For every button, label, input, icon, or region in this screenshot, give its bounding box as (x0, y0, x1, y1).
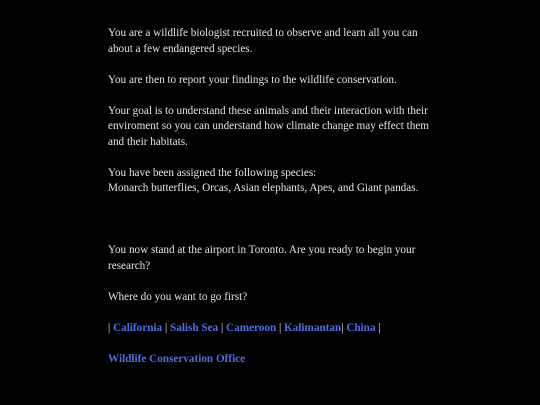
intro-line-1: You are a wildlife biologist recruited to observe and learn all you can (108, 27, 418, 39)
california-link[interactable]: California (113, 321, 163, 334)
intro-line-2: about a few endangered species. (108, 42, 253, 55)
kalimantan-link[interactable]: Kalimantan (284, 321, 342, 334)
separator: | (375, 321, 381, 334)
assigned-line-1: You have been assigned the following species: (108, 166, 317, 179)
separator: | (341, 321, 347, 334)
goal-line-1: Your goal is to understand these animals and their interaction with their (108, 104, 428, 117)
species-list: Monarch butterflies, Orcas, Asian elephants, Apes, and Giant pandas. (108, 182, 419, 194)
goal-line-2: enviroment so you can understand how climate change may effect them (108, 120, 430, 132)
separator: | (276, 321, 285, 334)
china-link[interactable]: China (346, 321, 376, 334)
assigned-paragraph (108, 166, 448, 197)
question-text: Where do you want to go first? (108, 290, 248, 303)
spacer (108, 212, 448, 243)
salish-sea-link[interactable]: Salish Sea (170, 321, 219, 334)
intro-paragraph (108, 26, 448, 57)
wildlife-conservation-office-link[interactable]: Wildlife Conservation Office (108, 352, 246, 365)
airport-line-2: research? (108, 259, 151, 272)
cameroon-link[interactable]: Cameroon (226, 321, 277, 334)
report-text: You are then to report your findings to the wildlife conservation. (108, 73, 397, 86)
goal-paragraph (108, 104, 448, 151)
report-paragraph (108, 73, 448, 89)
separator: | (218, 321, 227, 334)
story-passage (108, 26, 448, 383)
office-paragraph (108, 352, 448, 368)
destination-links (108, 321, 448, 337)
airport-paragraph (108, 243, 448, 274)
question-paragraph (108, 290, 448, 306)
airport-line-1: You now stand at the airport in Toronto. Are you ready to begin your (108, 244, 416, 256)
goal-line-3: and their habitats. (108, 135, 188, 148)
separator: | (108, 321, 114, 334)
separator: | (162, 321, 170, 334)
